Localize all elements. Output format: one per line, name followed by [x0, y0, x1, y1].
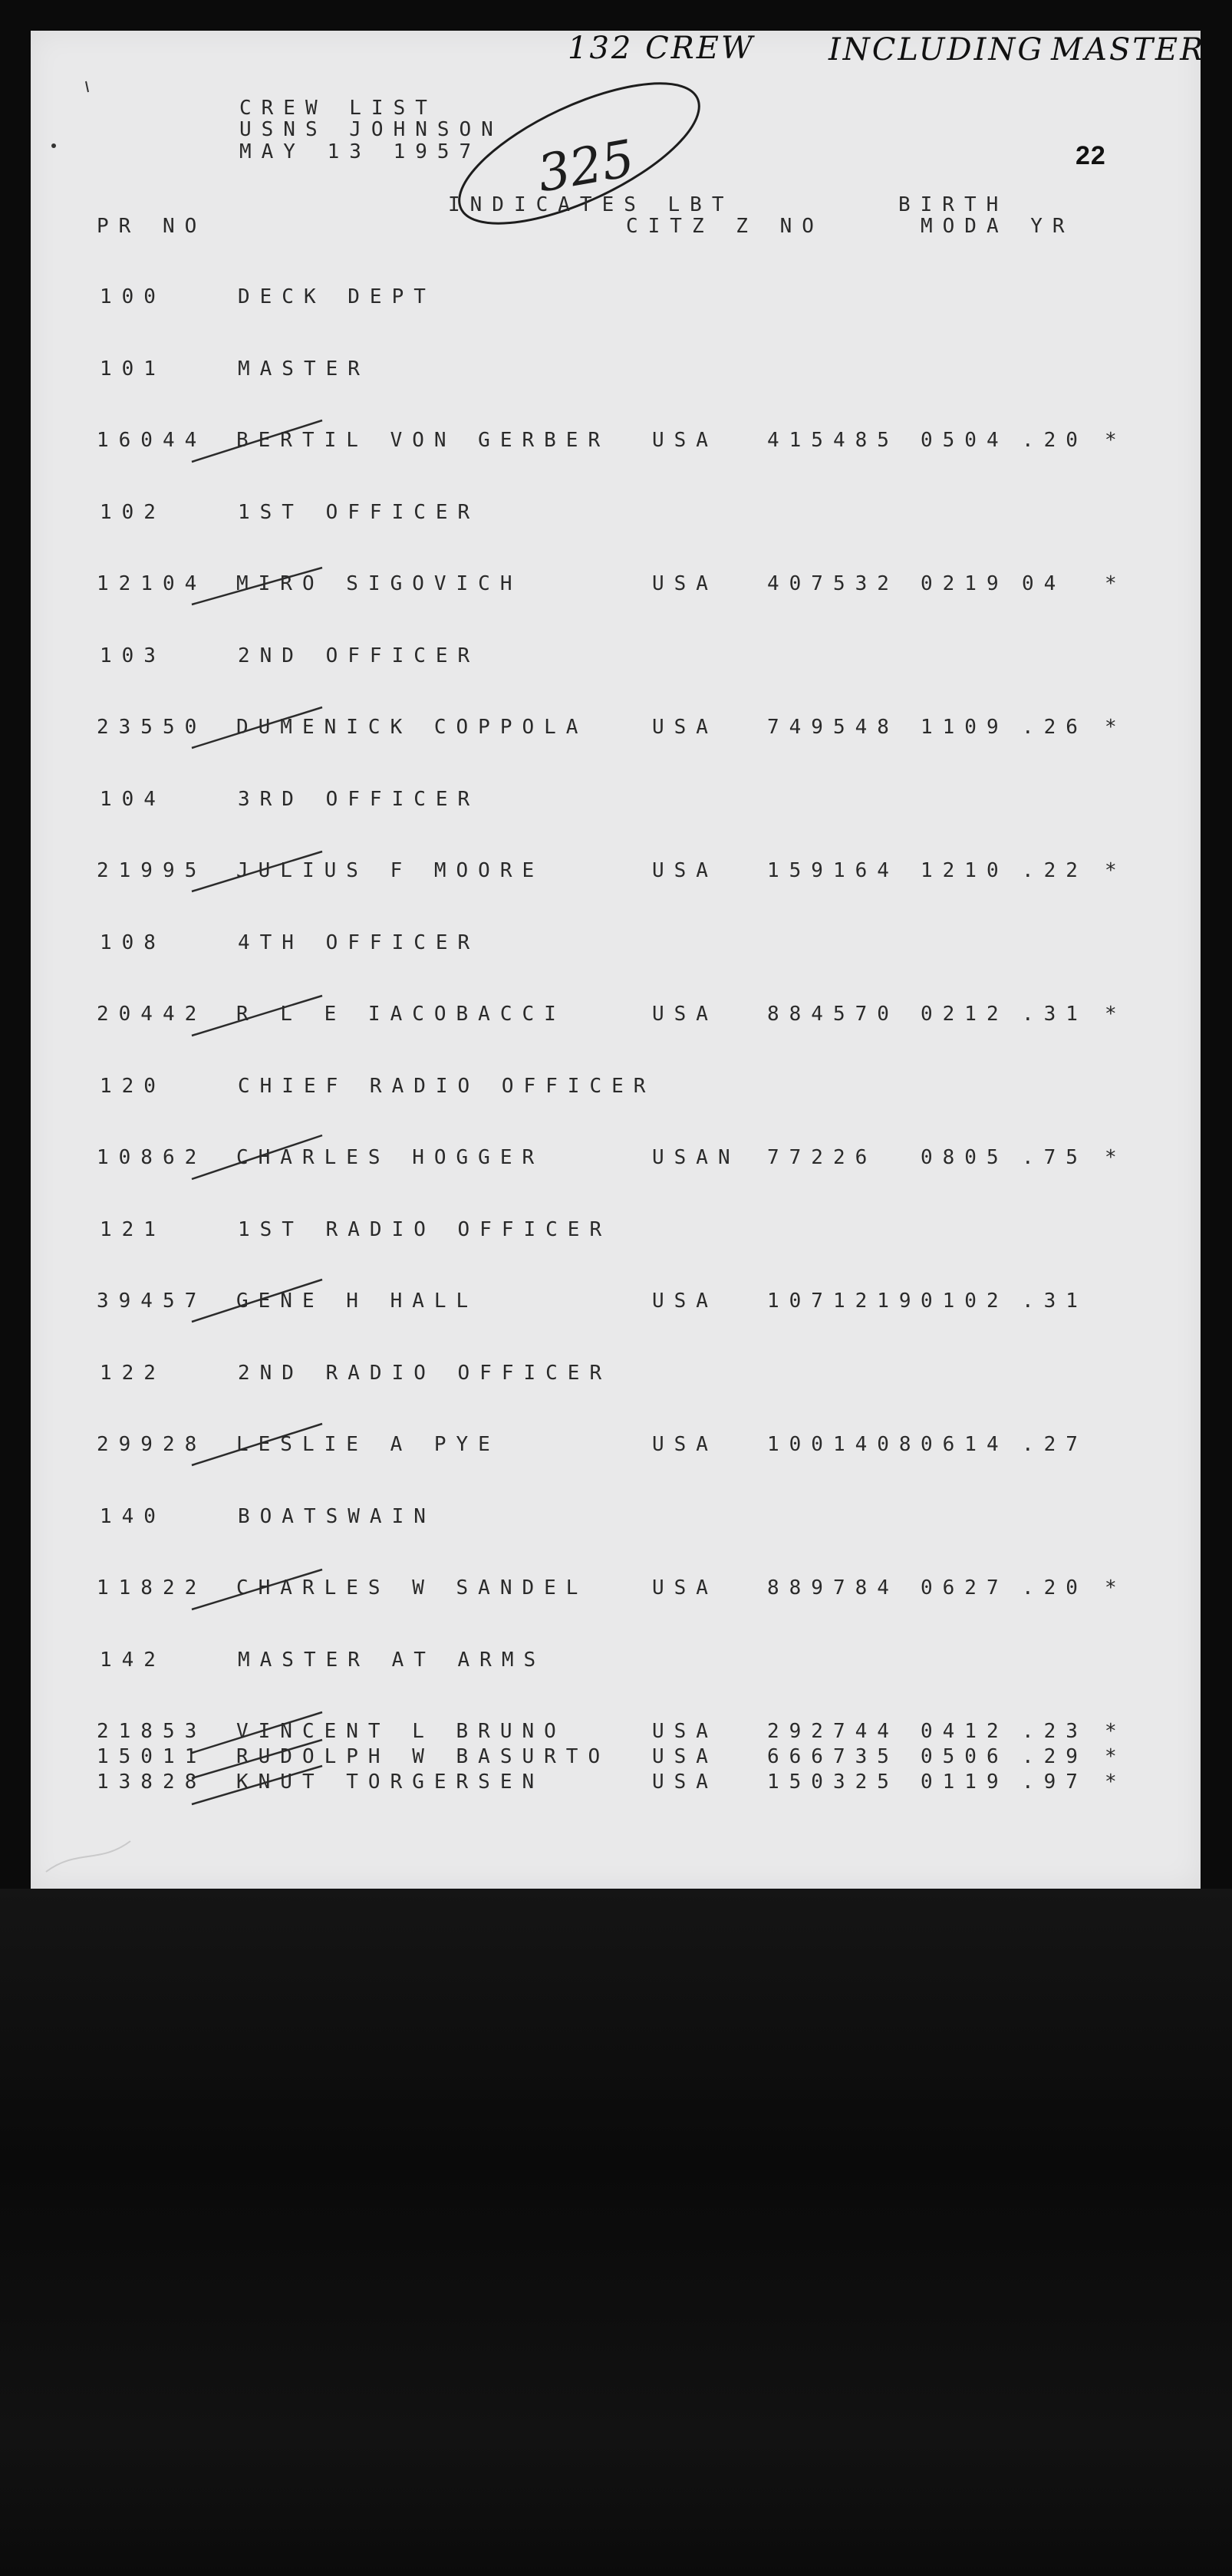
crew-name: KNUT TORGERSEN [236, 1771, 545, 1794]
section-label: 4TH OFFICER [238, 931, 480, 954]
crew-citizenship: USA [652, 1576, 718, 1599]
section-label: 1ST RADIO OFFICER [238, 1217, 612, 1241]
header-date: MAY 13 1957 [239, 140, 482, 163]
section-code: 102 [100, 500, 166, 524]
crew-z-number: 1071219 [767, 1290, 921, 1313]
header-title: CREW LIST [239, 97, 437, 120]
crew-pr-number: 29928 [97, 1433, 207, 1456]
crew-pr-number: 15011 [97, 1745, 207, 1768]
crew-z-number: 150325 [767, 1771, 899, 1794]
crew-lbt-mark: * [1105, 429, 1127, 452]
crew-pr-number: 21995 [97, 859, 207, 882]
crew-birth-year: .29 [1022, 1745, 1088, 1768]
crew-citizenship: USA [652, 859, 718, 882]
section-code: 104 [100, 787, 166, 811]
crew-z-number: 415485 [767, 429, 899, 452]
crew-lbt-mark: * [1105, 1771, 1127, 1794]
crew-pr-number: 10862 [97, 1146, 207, 1169]
section-code: 100 [100, 285, 166, 308]
section-code: 108 [100, 931, 166, 954]
crew-citizenship: USA [652, 1290, 718, 1313]
pen-marks [31, 31, 1201, 1889]
crew-birth-moda: 0412 [921, 1720, 1009, 1743]
column-header-birth: BIRTH [898, 193, 1009, 216]
crew-lbt-mark: * [1105, 572, 1127, 595]
crew-lbt-mark: * [1105, 1146, 1127, 1169]
section-label: 3RD OFFICER [238, 787, 480, 811]
stamp-number: 325 [533, 128, 639, 204]
column-header-pr-no: PR NO [97, 215, 207, 238]
crew-birth-year: .23 [1022, 1720, 1088, 1743]
crew-birth-year: .26 [1022, 716, 1088, 739]
crew-lbt-mark: * [1105, 1576, 1127, 1599]
crew-birth-year: .20 [1022, 1576, 1088, 1599]
section-code: 122 [100, 1361, 166, 1385]
crew-pr-number: 21853 [97, 1720, 207, 1743]
crew-birth-moda: 0212 [921, 1003, 1009, 1026]
column-header-citz: CITZ Z NO [626, 215, 824, 238]
handwritten-master: MASTER [1051, 32, 1206, 68]
handwritten-including: INCLUDING [828, 32, 1045, 68]
crew-birth-year: .97 [1022, 1771, 1088, 1794]
crew-z-number: 407532 [767, 572, 899, 595]
crew-birth-moda: 0219 [921, 572, 1009, 595]
crew-z-number: 666735 [767, 1745, 899, 1768]
crew-pr-number: 23550 [97, 716, 207, 739]
crew-name: CHARLES HOGGER [236, 1146, 545, 1169]
crew-birth-year: .31 [1022, 1003, 1088, 1026]
crew-pr-number: 39457 [97, 1290, 207, 1313]
crew-birth-moda: 1109 [921, 716, 1009, 739]
document-page [31, 31, 1206, 1889]
crew-z-number: 889784 [767, 1576, 899, 1599]
crew-citizenship: USA [652, 1771, 718, 1794]
crew-citizenship: USA [652, 429, 718, 452]
crew-citizenship: USA [652, 716, 718, 739]
crew-citizenship: USA [652, 572, 718, 595]
crew-z-number: 1001408 [767, 1433, 921, 1456]
crew-lbt-mark: * [1105, 1745, 1127, 1768]
section-code: 101 [100, 357, 166, 380]
crew-citizenship: USA [652, 1003, 718, 1026]
crew-name: JULIUS F MOORE [236, 859, 545, 882]
crew-birth-moda: 0805 [921, 1146, 1009, 1169]
crew-name: RUDOLPH W BASURTO [236, 1745, 611, 1768]
crew-birth-moda: 0627 [921, 1576, 1009, 1599]
crew-birth-year: .20 [1022, 429, 1088, 452]
crew-birth-moda: 0614 [921, 1433, 1009, 1456]
crew-pr-number: 13828 [97, 1771, 207, 1794]
crew-z-number: 884570 [767, 1003, 899, 1026]
section-label: 1ST OFFICER [238, 500, 480, 524]
crew-citizenship: USA [652, 1720, 718, 1743]
crew-name: R L E IACOBACCI [236, 1003, 566, 1026]
section-label: MASTER [238, 357, 370, 380]
crew-pr-number: 20442 [97, 1003, 207, 1026]
crew-pr-number: 11822 [97, 1576, 207, 1599]
column-header-moda-yr: MODA YR [921, 215, 1075, 238]
crew-z-number: 292744 [767, 1720, 899, 1743]
crew-birth-year: 04 [1022, 572, 1066, 595]
crew-pr-number: 16044 [97, 429, 207, 452]
crew-name: GENE H HALL [236, 1290, 479, 1313]
crew-birth-moda: 0504 [921, 429, 1009, 452]
crew-pr-number: 12104 [97, 572, 207, 595]
crew-birth-year: .75 [1022, 1146, 1088, 1169]
crew-z-number: 749548 [767, 716, 899, 739]
section-code: 121 [100, 1217, 166, 1241]
crew-citizenship: USA [652, 1745, 718, 1768]
scan-background [0, 1889, 1232, 2576]
crew-birth-moda: 1210 [921, 859, 1009, 882]
crew-name: VINCENT L BRUNO [236, 1720, 566, 1743]
section-code: 103 [100, 644, 166, 667]
column-header-indicates: INDICATES LBT [448, 193, 734, 216]
handwritten-crew-count: 132 CREW [568, 31, 756, 66]
crew-name: CHARLES W SANDEL [236, 1576, 588, 1599]
section-label: 2ND OFFICER [238, 644, 480, 667]
crew-name: BERTIL VON GERBER [236, 429, 611, 452]
crew-lbt-mark: * [1105, 716, 1127, 739]
crew-citizenship: USAN [652, 1146, 740, 1169]
crew-name: LESLIE A PYE [236, 1433, 500, 1456]
crew-birth-year: .31 [1022, 1290, 1088, 1313]
section-code: 120 [100, 1074, 166, 1098]
crew-birth-year: .27 [1022, 1433, 1088, 1456]
crew-lbt-mark: * [1105, 1003, 1127, 1026]
crew-birth-year: .22 [1022, 859, 1088, 882]
crew-birth-moda: 0506 [921, 1745, 1009, 1768]
section-label: DECK DEPT [238, 285, 436, 308]
section-label: CHIEF RADIO OFFICER [238, 1074, 656, 1098]
header-vessel: USNS JOHNSON [239, 118, 503, 141]
page-number: 22 [1076, 141, 1106, 170]
section-code: 142 [100, 1648, 166, 1672]
crew-lbt-mark: * [1105, 859, 1127, 882]
section-label: 2ND RADIO OFFICER [238, 1361, 612, 1385]
crew-z-number: 77226 [767, 1146, 878, 1169]
section-label: MASTER AT ARMS [238, 1648, 546, 1672]
crew-citizenship: USA [652, 1433, 718, 1456]
section-code: 140 [100, 1504, 166, 1528]
crew-lbt-mark: * [1105, 1720, 1127, 1743]
crew-name: DUMENICK COPPOLA [236, 716, 588, 739]
section-label: BOATSWAIN [238, 1504, 436, 1528]
crew-z-number: 159164 [767, 859, 899, 882]
crew-name: MIRO SIGOVICH [236, 572, 522, 595]
crew-birth-moda: 0102 [921, 1290, 1009, 1313]
crew-birth-moda: 0119 [921, 1771, 1009, 1794]
